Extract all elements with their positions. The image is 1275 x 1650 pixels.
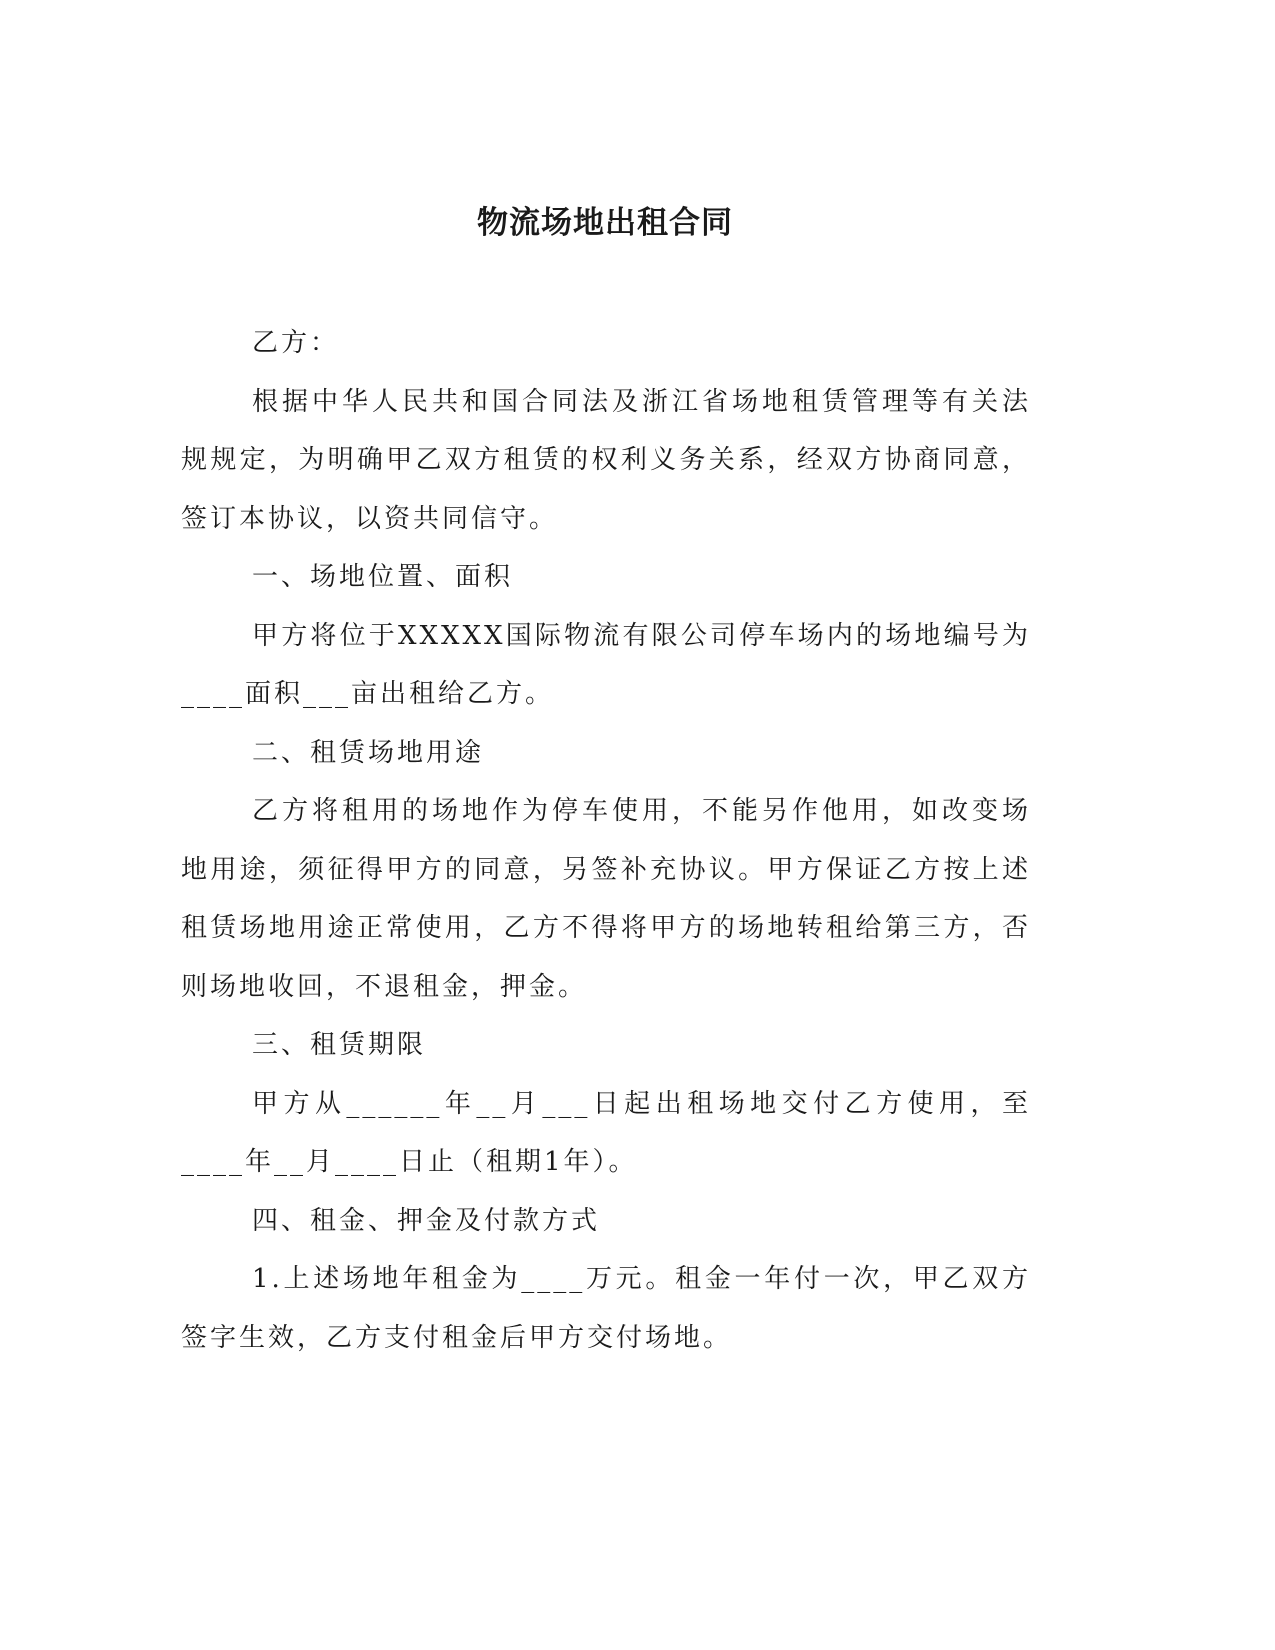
term-paragraph: 甲方从______年__月___日起出租场地交付乙方使用，至____年__月____日止（租期1年）。 (181, 1088, 1031, 1177)
location-area-paragraph: 甲方将位于XXXXX国际物流有限公司停车场内的场地编号为____面积___亩出租给乙方。 (181, 620, 1031, 709)
section-heading-location-area: 一、场地位置、面积 (252, 562, 514, 592)
rent-paragraph: 1.上述场地年租金为____万元。租金一年付一次，甲乙双方签字生效，乙方支付租金后甲方交付场地。 (181, 1264, 1031, 1353)
contract-body (181, 314, 1031, 1367)
section-heading-rent-payment: 四、租金、押金及付款方式 (252, 1205, 601, 1236)
document-title: 物流场地出租合同 (477, 205, 733, 241)
party-b-line: 乙方： (252, 328, 340, 358)
section-heading-term: 三、租赁期限 (252, 1030, 427, 1060)
section-heading-usage: 二、租赁场地用途 (252, 737, 485, 768)
preamble-paragraph: 根据中华人民共和国合同法及浙江省场地租赁管理等有关法规规定，为明确甲乙双方租赁的权利义务关系，经双方协商同意，签订本协议，以资共同信守。 (181, 386, 1031, 534)
usage-paragraph: 乙方将租用的场地作为停车使用，不能另作他用，如改变场地用途，须征得甲方的同意，另签补充协议。甲方保证乙方按上述租赁场地用途正常使用，乙方不得将甲方的场地转租给第三方，否则场地收回，不退租金，押金。 (181, 796, 1031, 1002)
